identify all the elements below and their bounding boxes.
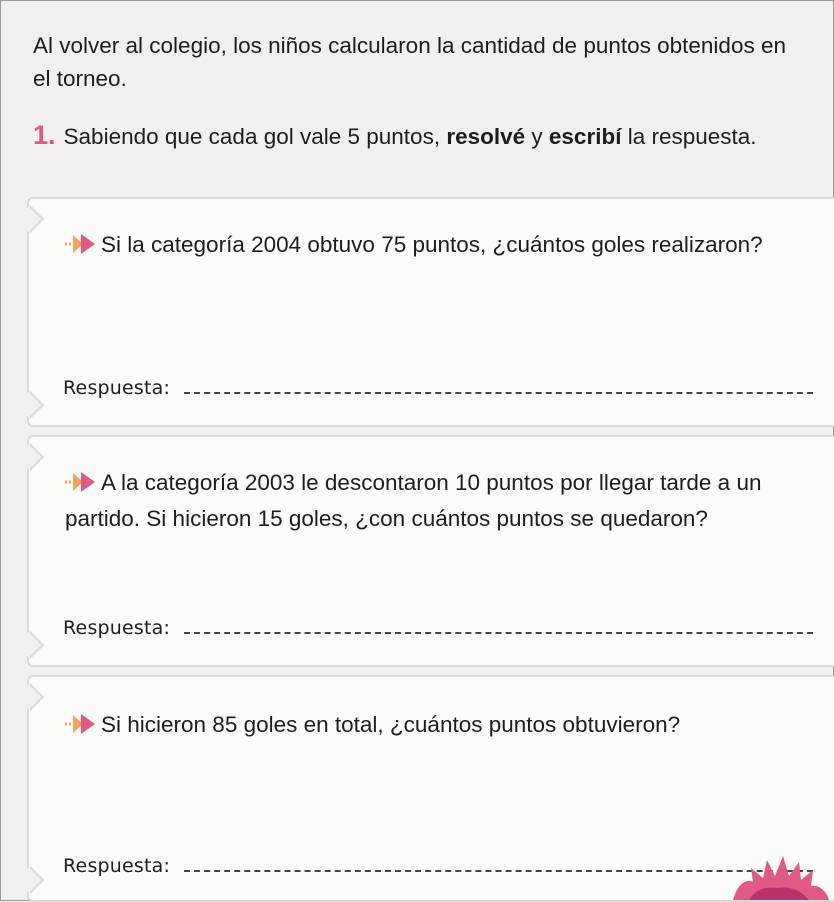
instruction-text-c: la respuesta. [621, 124, 757, 149]
answer-row-1 [63, 377, 813, 399]
answer-line-1[interactable] [184, 392, 813, 394]
exercise-instruction [33, 119, 793, 153]
double-arrow-icon [65, 471, 99, 493]
instruction-text-a: Sabiendo que cada gol vale 5 puntos, [63, 124, 447, 149]
answer-row-3 [63, 855, 813, 877]
question-3-text: Si hicieron 85 goles en total, ¿cuántos puntos obtuvieron? [101, 712, 681, 737]
question-2 [65, 465, 795, 537]
answer-label-1: Respuesta: [63, 377, 171, 399]
question-card-2 [27, 435, 834, 667]
double-arrow-icon [65, 233, 99, 255]
question-2-text: A la categoría 2003 le descontaron 10 puntos por llegar tarde a un partido. Si hicieron 15 goles, ¿con cuántos puntos se quedaron? [65, 470, 762, 531]
answer-row-2 [63, 617, 813, 639]
answer-line-2[interactable] [184, 632, 813, 634]
instruction-text-b: y [525, 124, 549, 149]
double-arrow-icon [65, 713, 99, 735]
instruction-bold-write: escribí [548, 124, 622, 149]
exercise-number: 1. [33, 120, 56, 150]
question-1 [65, 227, 795, 263]
question-card-3 [27, 675, 834, 902]
question-card-1 [27, 197, 834, 427]
question-3 [65, 707, 795, 743]
intro-text: Al volver al colegio, los niños calcularon la cantidad de puntos obtenidos en el torneo. [33, 33, 786, 91]
answer-line-3[interactable] [184, 870, 813, 872]
question-1-text: Si la categoría 2004 obtuvo 75 puntos, ¿cuántos goles realizaron? [101, 232, 763, 257]
pink-mascot-hair-icon [723, 848, 833, 900]
answer-label-3: Respuesta: [63, 855, 171, 877]
instruction-bold-resolve: resolvé [446, 124, 526, 149]
answer-label-2: Respuesta: [63, 617, 171, 639]
